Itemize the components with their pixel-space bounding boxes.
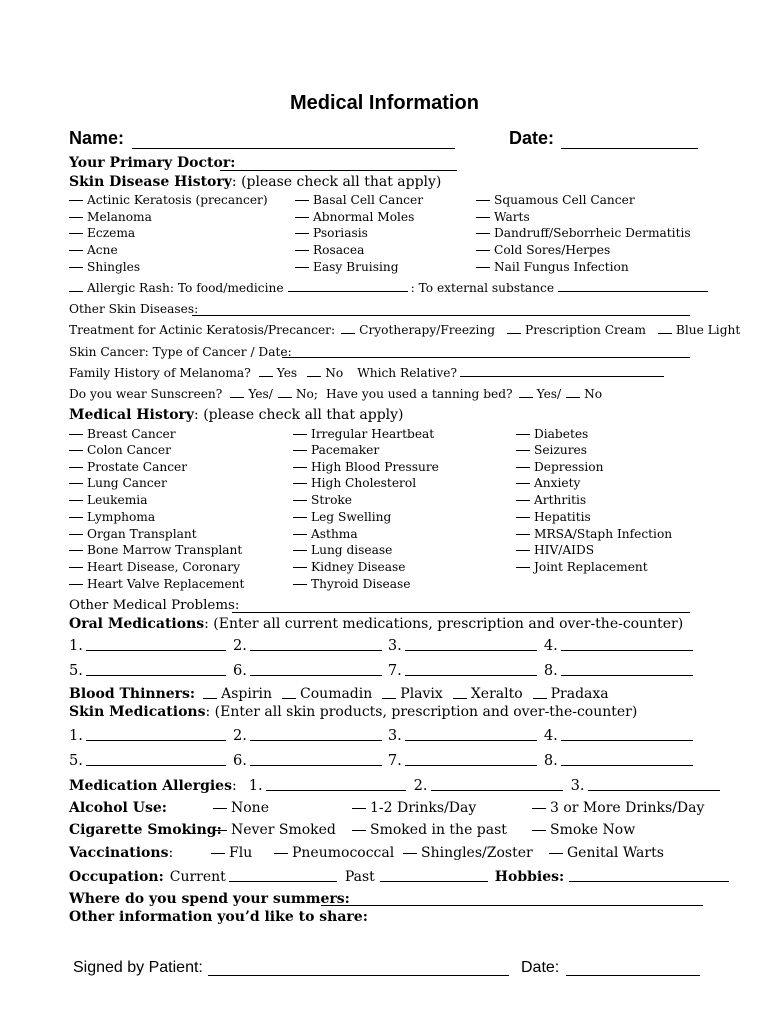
medical-checkbox[interactable]: Asthma: [293, 527, 358, 541]
treatment-row: Treatment for Actinic Keratosis/Precancer: Cryotherapy/Freezing Prescription Cream Blue Light: [69, 323, 741, 337]
which-relative-label: Which Relative?: [357, 366, 458, 380]
prescription-cream-checkbox[interactable]: [507, 333, 521, 334]
skin-med-field[interactable]: [561, 740, 693, 741]
never-smoked-checkbox[interactable]: Never Smoked: [213, 822, 336, 838]
smoked-past-checkbox[interactable]: Smoked in the past: [352, 822, 507, 838]
skin-checkbox[interactable]: Actinic Keratosis (precancer): [69, 193, 268, 207]
family-history-label: Family History of Melanoma?: [69, 366, 251, 380]
skin-med-field[interactable]: [250, 740, 382, 741]
page-title: Medical Information: [290, 92, 479, 114]
skin-history-instruction: : (please check all that apply): [231, 174, 442, 190]
allergy-field[interactable]: [588, 790, 720, 791]
medical-checkbox[interactable]: Arthritis: [516, 493, 586, 507]
name-label: Name:: [69, 128, 125, 148]
signature-label: Signed by Patient:: [73, 959, 203, 976]
medical-history-heading: [69, 407, 404, 423]
skin-cancer-label: Skin Cancer: Type of Cancer / Date:: [69, 345, 292, 359]
oral-med-field[interactable]: [250, 675, 382, 676]
family-yes-checkbox[interactable]: [259, 376, 273, 377]
skin-med-field[interactable]: [86, 740, 226, 741]
skin-meds-instruction: : (Enter all skin products, prescription and over-the-counter): [205, 704, 638, 720]
skin-checkbox[interactable]: Easy Bruising: [295, 260, 399, 274]
summers-label: Where do you spend your summers:: [69, 891, 350, 907]
medical-checkbox[interactable]: Joint Replacement: [516, 560, 648, 574]
medical-checkbox[interactable]: Anxiety: [516, 476, 580, 490]
skin-med-field[interactable]: [405, 740, 537, 741]
blood-thinners-label: Blood Thinners:: [69, 686, 196, 702]
oral-med-field[interactable]: [86, 675, 226, 676]
medical-checkbox[interactable]: Diabetes: [516, 427, 588, 441]
medical-checkbox[interactable]: Lung Cancer: [69, 476, 167, 490]
alcohol-heavy-checkbox[interactable]: 3 or More Drinks/Day: [532, 800, 704, 816]
skin-checkbox[interactable]: Acne: [69, 243, 118, 257]
occupation-past-label: Past: [344, 869, 375, 885]
medical-checkbox[interactable]: Heart Valve Replacement: [69, 577, 244, 591]
occupation-current-label: Current: [169, 869, 226, 885]
signature-date-label: Date:: [521, 959, 560, 976]
medical-checkbox[interactable]: Breast Cancer: [69, 427, 176, 441]
skin-checkbox[interactable]: Dandruff/Seborrheic Dermatitis: [476, 226, 691, 240]
sunscreen-no-checkbox[interactable]: [278, 397, 292, 398]
current-occupation-field[interactable]: [229, 881, 337, 882]
medical-checkbox[interactable]: Colon Cancer: [69, 443, 171, 457]
genital-warts-checkbox[interactable]: Genital Warts: [549, 845, 664, 861]
flu-checkbox[interactable]: Flu: [211, 845, 252, 861]
pneumococcal-checkbox[interactable]: Pneumococcal: [274, 845, 394, 861]
past-occupation-field[interactable]: [380, 881, 488, 882]
medical-checkbox[interactable]: Depression: [516, 460, 603, 474]
skin-med-field[interactable]: [405, 765, 537, 766]
skin-checkbox[interactable]: Abnormal Moles: [295, 210, 414, 224]
oral-meds-heading: [69, 616, 683, 632]
allergy-field[interactable]: [431, 790, 563, 791]
skin-checkbox[interactable]: Psoriasis: [295, 226, 368, 240]
pradaxa-checkbox[interactable]: [533, 698, 547, 699]
other-skin-field[interactable]: [192, 315, 690, 316]
name-field[interactable]: [132, 148, 455, 149]
skin-med-field[interactable]: [86, 765, 226, 766]
medical-checkbox[interactable]: Organ Transplant: [69, 527, 197, 541]
allergic-rash-row: [69, 281, 708, 295]
skin-meds-title: Skin Medications: [69, 704, 206, 720]
date-field[interactable]: [561, 148, 698, 149]
skin-meds-row-1: 1. 2. 3. 4.: [69, 727, 693, 744]
vaccinations-label: Vaccinations:: [69, 845, 174, 861]
medical-checkbox[interactable]: Leukemia: [69, 493, 147, 507]
oral-med-field[interactable]: [86, 650, 226, 651]
sunscreen-row: Do you wear Sunscreen? Yes/ No; Have you used a tanning bed? Yes/ No: [69, 387, 603, 401]
oral-meds-row-2: 5. 6. 7. 8.: [69, 662, 693, 679]
medical-checkbox[interactable]: Stroke: [293, 493, 352, 507]
oral-med-field[interactable]: [561, 650, 693, 651]
summers-field[interactable]: [321, 905, 703, 906]
external-substance-label: : To external substance: [410, 281, 555, 295]
medical-checkbox[interactable]: MRSA/Staph Infection: [516, 527, 672, 541]
skin-med-field[interactable]: [250, 765, 382, 766]
skin-checkbox[interactable]: Warts: [476, 210, 530, 224]
skin-meds-heading: [69, 704, 637, 720]
medical-checkbox[interactable]: Seizures: [516, 443, 587, 457]
tanning-label: Have you used a tanning bed?: [325, 387, 513, 401]
treatment-label: Treatment for Actinic Keratosis/Precancer:: [69, 323, 336, 337]
other-problems-field[interactable]: [232, 612, 690, 613]
medical-checkbox[interactable]: High Cholesterol: [293, 476, 416, 490]
allergies-label: Medication Allergies: [69, 778, 232, 794]
tanning-no-checkbox[interactable]: [566, 397, 580, 398]
skin-checkbox[interactable]: Basal Cell Cancer: [295, 193, 423, 207]
other-info-label: Other information you’d like to share:: [69, 909, 368, 925]
tanning-yes-checkbox[interactable]: [519, 397, 533, 398]
plavix-checkbox[interactable]: [382, 698, 396, 699]
other-skin-label: Other Skin Diseases:: [69, 302, 199, 316]
alcohol-label: Alcohol Use:: [69, 800, 167, 816]
hobbies-label: Hobbies:: [494, 869, 565, 885]
medical-checkbox[interactable]: Lymphoma: [69, 510, 155, 524]
family-history-row: Family History of Melanoma? Yes No Which Relative?: [69, 366, 664, 380]
sunscreen-label: Do you wear Sunscreen?: [69, 387, 223, 401]
medical-checkbox[interactable]: Heart Disease, Coronary: [69, 560, 240, 574]
skin-med-field[interactable]: [561, 765, 693, 766]
oral-meds-instruction: : (Enter all current medications, prescription and over-the-counter): [204, 616, 684, 632]
primary-doctor-field[interactable]: [220, 170, 457, 171]
which-relative-field[interactable]: [460, 376, 664, 377]
medical-checkbox[interactable]: Hepatitis: [516, 510, 591, 524]
oral-med-field[interactable]: [405, 675, 537, 676]
medical-checkbox[interactable]: Lung disease: [293, 543, 392, 557]
occupation-row: [69, 869, 729, 885]
medical-checkbox[interactable]: HIV/AIDS: [516, 543, 594, 557]
blue-light-checkbox[interactable]: [658, 333, 672, 334]
hobbies-field[interactable]: [569, 881, 729, 882]
food-medicine-field[interactable]: [288, 291, 408, 292]
shingles-checkbox[interactable]: Shingles/Zoster: [403, 845, 533, 861]
signature-date-field[interactable]: [566, 975, 700, 976]
family-no-checkbox[interactable]: [307, 376, 321, 377]
medical-checkbox[interactable]: Thyroid Disease: [293, 577, 410, 591]
medical-checkbox[interactable]: Leg Swelling: [293, 510, 391, 524]
allergic-rash-label: Allergic Rash: To food/medicine: [87, 281, 284, 295]
medical-checkbox[interactable]: Irregular Heartbeat: [293, 427, 434, 441]
occupation-label: Occupation:: [69, 869, 164, 885]
skin-checkbox[interactable]: Squamous Cell Cancer: [476, 193, 635, 207]
xeralto-checkbox[interactable]: [453, 698, 467, 699]
allergies-row: Medication Allergies : 1. 2. 3.: [69, 777, 720, 794]
alcohol-none-checkbox[interactable]: None: [213, 800, 269, 816]
skin-cancer-field[interactable]: [282, 357, 690, 358]
medical-checkbox[interactable]: Kidney Disease: [293, 560, 406, 574]
skin-checkbox[interactable]: Nail Fungus Infection: [476, 260, 629, 274]
oral-meds-title: Oral Medications: [69, 616, 205, 632]
blood-thinners-row: Blood Thinners: Aspirin Coumadin Plavix Xeralto Pradaxa: [69, 686, 609, 702]
oral-med-field[interactable]: [561, 675, 693, 676]
medical-checkbox[interactable]: High Blood Pressure: [293, 460, 439, 474]
skin-checkbox[interactable]: Rosacea: [295, 243, 364, 257]
oral-med-field[interactable]: [405, 650, 537, 651]
smoke-now-checkbox[interactable]: Smoke Now: [532, 822, 635, 838]
skin-meds-row-2: 5. 6. 7. 8.: [69, 752, 693, 769]
skin-history-heading: [69, 174, 441, 190]
date-label: Date:: [509, 128, 555, 148]
cryotherapy-checkbox[interactable]: [341, 333, 355, 334]
skin-history-title: Skin Disease History: [69, 174, 232, 190]
skin-checkbox[interactable]: Shingles: [69, 260, 140, 274]
aspirin-checkbox[interactable]: [203, 698, 217, 699]
medical-checkbox[interactable]: Prostate Cancer: [69, 460, 187, 474]
sunscreen-yes-checkbox[interactable]: [230, 397, 244, 398]
skin-checkbox[interactable]: Eczema: [69, 226, 135, 240]
primary-doctor-label: Your Primary Doctor:: [69, 155, 236, 171]
oral-med-field[interactable]: [250, 650, 382, 651]
medical-history-title: Medical History: [69, 407, 195, 423]
smoking-label: Cigarette Smoking:: [69, 822, 222, 838]
medical-checkbox[interactable]: Pacemaker: [293, 443, 379, 457]
allergy-field[interactable]: [266, 790, 406, 791]
skin-checkbox[interactable]: Melanoma: [69, 210, 152, 224]
allergic-rash-checkbox[interactable]: [69, 291, 83, 292]
coumadin-checkbox[interactable]: [282, 698, 296, 699]
skin-checkbox[interactable]: Cold Sores/Herpes: [476, 243, 610, 257]
other-problems-label: Other Medical Problems:: [69, 598, 240, 613]
medical-checkbox[interactable]: Bone Marrow Transplant: [69, 543, 242, 557]
external-substance-field[interactable]: [558, 291, 708, 292]
medical-history-instruction: : (please check all that apply): [194, 407, 404, 423]
oral-meds-row-1: 1. 2. 3. 4.: [69, 637, 693, 654]
signature-field[interactable]: [208, 975, 509, 976]
alcohol-light-checkbox[interactable]: 1-2 Drinks/Day: [352, 800, 476, 816]
